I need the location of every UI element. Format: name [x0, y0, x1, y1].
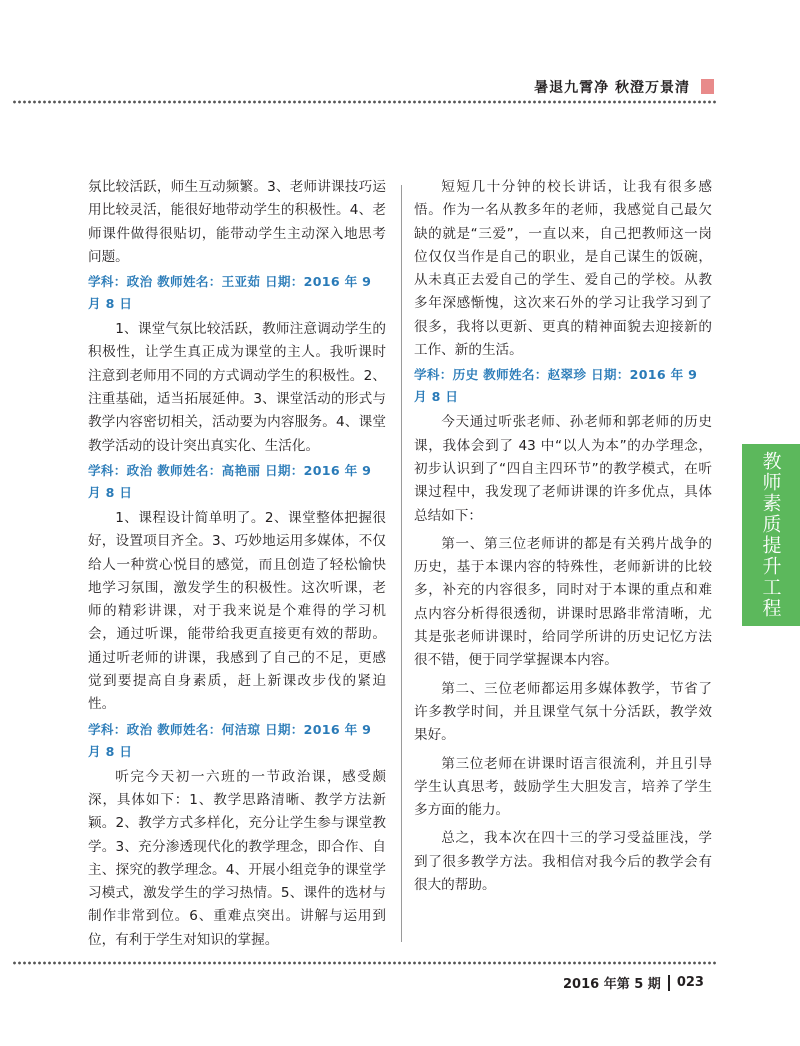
paragraph: 今天通过听张老师、孙老师和郭老师的历史课，我体会到了 43 中“以人为本”的办学理念，初步认识到了“四自主四环节”的教学模式，在听课过程中，我发现了老师讲课的许多优点，具体总结如下：	[414, 414, 712, 524]
header-title: 暑退九霄净 秋澄万景清	[534, 80, 690, 96]
paragraph: 第二、三位老师都运用多媒体教学，节省了许多教学时间，并且课堂气氛十分活跃，教学效果好。	[414, 680, 712, 744]
paragraph: 第三位老师在讲课时语言很流利，并且引导学生认真思考，鼓励学生大胆发言，培养了学生多方面的能力。	[414, 755, 712, 819]
left-column	[88, 176, 386, 952]
subject-heading: 学科：政治 教师姓名：王亚茹 日期：2016 年 9 月 8 日	[88, 274, 372, 312]
paragraph: 氛比较活跃，师生互动频繁。3、老师讲课技巧运用比较灵活，能很好地带动学生的积极性。4、老师课件做得很贴切，能带动学生主动深入地思考问题。	[88, 179, 386, 265]
column-divider	[401, 185, 402, 942]
paragraph: 短短几十分钟的校长讲话，让我有很多感悟。作为一名从教多年的老师，我感觉自己最欠缺的就是“三爱”，一直以来，自己把教师这一岗位仅仅当作是自己的职业，是自己谋生的饭碗，从未真正去爱自己的学生、爱自己的学校。从教多年深感惭愧，这次来石外的学习让我学习到了很多，我将以更新、更真的精神面貌去迎接新的工作、新的生活。	[414, 179, 712, 359]
issue-label: 2016 年第 5 期	[563, 977, 661, 992]
section-side-tab	[742, 444, 800, 626]
right-column	[414, 176, 712, 897]
paragraph: 1、课堂气氛比较活跃，教师注意调动学生的积极性，让学生真正成为课堂的主人。我听课时注意到老师用不同的方式调动学生的积极性。2、注重基础，适当拓展延伸。3、课堂活动的形式与教学内容密切相关，活动要为内容服务。4、课堂教学活动的设计突出真实化、生活化。	[88, 321, 386, 454]
footer-dotted-rule	[12, 961, 716, 965]
footer	[563, 973, 704, 992]
subject-heading: 学科：政治 教师姓名：何洁琼 日期：2016 年 9 月 8 日	[88, 721, 372, 759]
paragraph: 听完今天初一六班的一节政治课，感受颇深，具体如下：1、教学思路清晰、教学方法新颖。2、教学方式多样化，充分让学生参与课堂教学。3、充分渗透现代化的教学理念，即合作、自主、探究的教学理念。4、开展小组竞争的课堂学习模式，激发学生的学习热情。5、课件的选材与制作非常到位。6、重难点突出。讲解与运用到位，有利于学生对知识的掌握。	[88, 768, 386, 948]
header-dotted-rule	[12, 100, 716, 104]
paragraph: 第一、第三位老师讲的都是有关鸦片战争的历史，基于本课内容的特殊性，老师新讲的比较多，补充的内容很多，同时对于本课的重点和难点内容分析得很透彻，讲课时思路非常清晰，尤其是张老师讲课时，给同学所讲的历史记忆方法很不错，便于同学掌握课本内容。	[414, 535, 712, 669]
subject-heading: 学科：历史 教师姓名：赵翠珍 日期：2016 年 9 月 8 日	[414, 367, 698, 405]
paragraph: 1、课程设计简单明了。2、课堂整体把握很好，设置项目齐全。3、巧妙地运用多媒体，不仅给人一种赏心悦目的感觉，而且创造了轻松愉快地学习氛围，激发学生的积极性。这次听课，老师的精彩讲课，对于我来说是个难得的学习机会，通过听课，能带给我更直接更有效的帮助。通过听老师的讲课，我感到了自己的不足，更感觉到要提高自身素质，赶上新课改步伐的紧迫性。	[88, 509, 386, 713]
footer-separator	[668, 975, 670, 991]
header-accent-mark	[701, 79, 714, 94]
page-number: 023	[676, 975, 704, 990]
side-tab-label: 教师素质提升工程	[759, 451, 782, 619]
subject-heading: 学科：政治 教师姓名：高艳丽 日期：2016 年 9 月 8 日	[88, 462, 372, 500]
paragraph: 总之，我本次在四十三的学习受益匪浅，学到了很多教学方法。我相信对我今后的教学会有很大的帮助。	[414, 830, 712, 894]
